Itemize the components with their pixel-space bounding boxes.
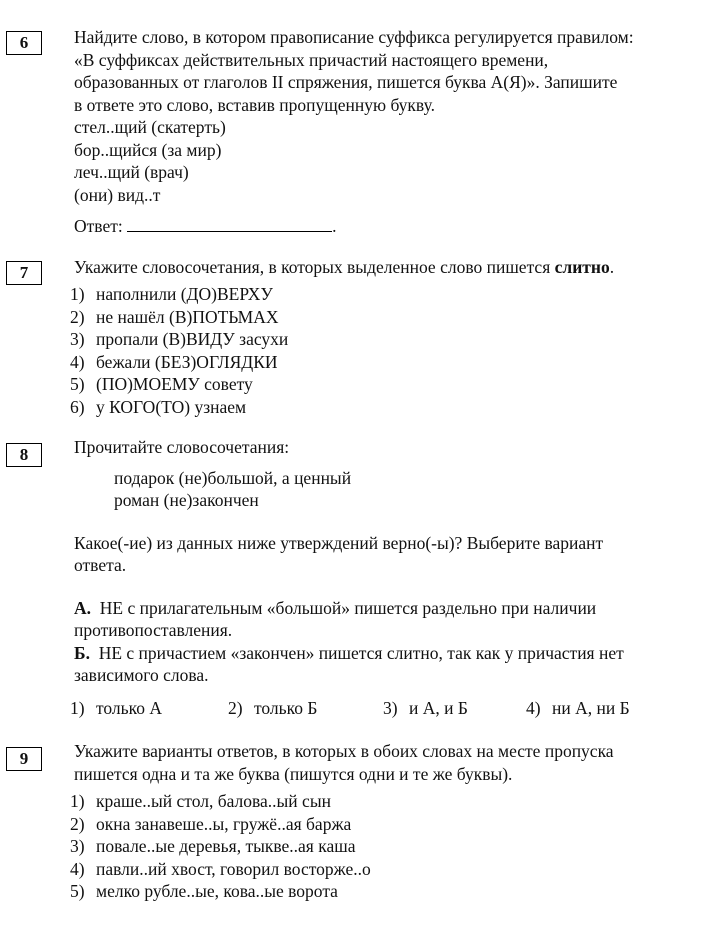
task-7-prompt-end: .	[609, 257, 615, 277]
task-8-intro: Прочитайте словосочетания:	[74, 437, 290, 457]
task-7-prompt-bold: слитно	[554, 257, 610, 277]
task-7-options	[70, 283, 288, 418]
answer-option[interactable]: 2) только Б	[228, 698, 318, 718]
task-8-question: Какое(-ие) из данных ниже утверждений верно(-ы)? Выберите вариант	[74, 532, 604, 553]
statement-b-cont: зависимого слова.	[74, 665, 209, 685]
option-item[interactable]: 5) мелко рубле..ые, кова..ые ворота	[70, 881, 338, 901]
task-number-box: 9	[6, 747, 42, 771]
phrase-item: подарок (не)большой, а ценный	[114, 467, 352, 488]
option-item[interactable]: 5) (ПО)МОЕМУ совету	[70, 374, 253, 394]
statement-b-label: Б.	[74, 642, 90, 663]
option-item[interactable]: 2) не нашёл (В)ПОТЬМАХ	[70, 306, 279, 327]
word-item: (они) вид..т	[74, 184, 161, 205]
task-7-content	[74, 256, 700, 279]
task-7-prompt	[74, 256, 700, 279]
option-item[interactable]: 3) повале..ые деревья, тыкве..ая каша	[70, 836, 356, 856]
statement-a	[74, 597, 700, 620]
task-number-box: 7	[6, 261, 42, 285]
statement-a-label: А.	[74, 597, 92, 618]
word-item: леч..щий (врач)	[74, 162, 189, 182]
phrase-item: роман (не)закончен	[114, 490, 259, 510]
task-6-prompt-line: образованных от глаголов II спряжения, пишется буква А(Я)». Запишите	[74, 72, 618, 92]
task-9-prompt: пишется одна и та же буква (пишутся одни и те же буквы).	[74, 763, 513, 784]
task-6-prompt-line: «В суффиксах действительных причастий настоящего времени,	[74, 49, 549, 70]
answer-input-line[interactable]	[127, 217, 332, 232]
option-item[interactable]: 4) бежали (БЕЗ)ОГЛЯДКИ	[70, 351, 278, 372]
option-item[interactable]: 1) наполнили (ДО)ВЕРХУ	[70, 284, 273, 304]
task-number-box: 6	[6, 31, 42, 55]
task-6-prompt-line: Найдите слово, в котором правописание суффикса регулируется правилом:	[74, 27, 634, 47]
task-number-box: 8	[6, 443, 42, 467]
answer-option[interactable]: 1) только А	[70, 698, 163, 718]
task-8-content	[74, 436, 700, 687]
task-7-prompt-text: Укажите словосочетания, в которых выделенное слово пишется	[74, 257, 551, 277]
option-item[interactable]: 1) краше..ый стол, балова..ый сын	[70, 791, 331, 811]
word-item: стел..щий (скатерть)	[74, 117, 226, 137]
task-9-prompt: Укажите варианты ответов, в которых в обоих словах на месте пропуска	[74, 741, 614, 761]
answer-period: .	[332, 216, 337, 236]
task-6-content	[74, 26, 700, 238]
answer-row	[74, 215, 700, 238]
option-item[interactable]: 4) павли..ий хвост, говорил восторже..о	[70, 858, 371, 879]
statement-b-text: НЕ с причастием «закончен» пишется слитно, так как у причастия нет	[98, 642, 624, 663]
answer-option[interactable]: 3) и А, и Б	[383, 698, 468, 718]
task-8-question: ответа.	[74, 555, 127, 575]
task-9-content	[74, 740, 700, 785]
statement-a-cont: противопоставления.	[74, 620, 233, 640]
option-item[interactable]: 2) окна занавеше..ы, гружё..ая баржа	[70, 813, 352, 834]
answer-option[interactable]: 4) ни А, ни Б	[526, 698, 630, 718]
task-8-answers	[70, 697, 670, 719]
task-9-options	[70, 790, 371, 903]
task-6-prompt-line: в ответе это слово, вставив пропущенную букву.	[74, 94, 435, 115]
statement-a-text: НЕ с прилагательным «большой» пишется раздельно при наличии	[99, 597, 597, 618]
answer-label: Ответ:	[74, 216, 123, 236]
word-item: бор..щийся (за мир)	[74, 139, 222, 160]
option-item[interactable]: 3) пропали (В)ВИДУ засухи	[70, 329, 289, 349]
option-item[interactable]: 6) у КОГО(ТО) узнаем	[70, 396, 247, 417]
statement-b	[74, 642, 700, 665]
